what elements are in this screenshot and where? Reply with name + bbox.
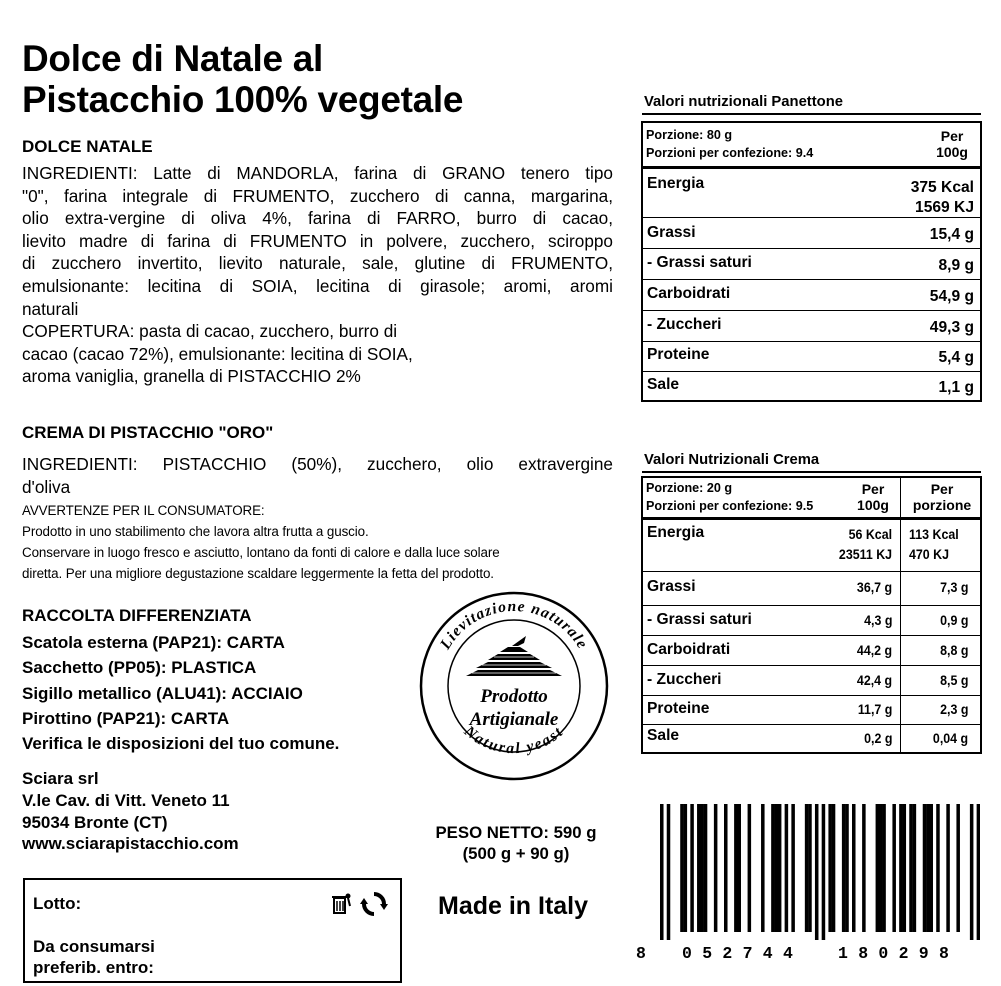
best-before — [33, 936, 155, 978]
barcode-guard-bar — [660, 804, 664, 940]
panettone-porzioni-conf: Porzioni per confezione: 9.4 — [646, 146, 814, 160]
barcode-bar — [845, 804, 849, 932]
raccolta-list — [22, 630, 339, 756]
product-title-line-1: Dolce di Natale al — [22, 38, 323, 79]
crema-porzioni-conf: Porzioni per confezione: 9.5 — [646, 499, 814, 513]
dolce-natale-heading: DOLCE NATALE — [22, 137, 153, 156]
raccolta-item: Scatola esterna (PAP21): CARTA — [22, 633, 285, 652]
nutrient-label: Energia — [647, 175, 705, 192]
barcode-bar — [923, 804, 927, 932]
value-per-100g: 36,7 g — [856, 580, 892, 595]
crema-row-sale — [643, 725, 980, 752]
barcode-bar — [828, 804, 832, 932]
raccolta-item: Pirottino (PAP21): CARTA — [22, 708, 230, 728]
per-label: Per — [861, 481, 885, 497]
value-per-portion: 0,04 g — [932, 731, 968, 746]
barcode-bar — [862, 804, 866, 932]
panettone-table-title: Valori nutrizionali Panettone — [644, 94, 843, 110]
nutrient-row-grassi-saturi — [643, 249, 980, 280]
nutrient-row-proteine — [643, 342, 980, 372]
stamp-line-1: Prodotto — [480, 686, 548, 707]
consumer-warnings — [22, 500, 622, 584]
dough-stack-icon — [466, 636, 562, 676]
barcode-bar — [876, 804, 880, 932]
crema-nutrition-table — [641, 476, 982, 754]
raccolta-item: Sacchetto (PP05): PLASTICA — [22, 658, 257, 678]
raccolta-item: Verifica le disposizioni del tuo comune. — [22, 734, 340, 754]
company-address — [22, 768, 239, 855]
nutrient-label: - Zuccheri — [647, 316, 722, 333]
barcode-bar — [882, 804, 886, 932]
barcode-bar — [832, 804, 836, 932]
net-weight-line-2: (500 g + 90 g) — [462, 844, 570, 863]
crema-row-proteine — [643, 696, 980, 725]
barcode — [660, 804, 980, 940]
nutrient-value: 49,3 g — [929, 319, 974, 336]
barcode-bar — [700, 804, 704, 932]
barcode-group-1: 052744 — [682, 944, 804, 963]
barcode-bar — [734, 804, 738, 932]
crema-row-zuccheri — [643, 666, 980, 696]
ingredients-line: "0", farina integrale di FRUMENTO, zucchero di canna, margarina, — [22, 185, 613, 206]
value-per-100g: 11,7 g — [857, 702, 892, 717]
nutrient-label: Grassi — [647, 224, 696, 241]
crema-row-grassi-saturi — [643, 606, 980, 636]
barcode-bar — [775, 804, 779, 932]
value-per-100g: 44,2 g — [856, 643, 892, 658]
energy-kj: 23511 KJ — [838, 547, 892, 562]
per-label: Per — [930, 481, 954, 497]
raccolta-heading: RACCOLTA DIFFERENZIATA — [22, 606, 252, 625]
barcode-bar — [704, 804, 708, 932]
best-before-line-1: Da consumarsi — [33, 937, 155, 956]
crema-header-row — [643, 478, 980, 520]
barcode-bar — [714, 804, 718, 932]
copertura-line: cacao (cacao 72%), emulsionante: lecitina di SOIA, — [22, 343, 413, 364]
energy-kcal: 56 Kcal — [848, 527, 892, 542]
barcode-guard-bar — [970, 804, 974, 940]
nutrient-row-grassi — [643, 218, 980, 249]
barcode-bar — [791, 804, 795, 932]
barcode-bar — [926, 804, 930, 932]
barcode-bar — [690, 804, 694, 932]
barcode-bar — [929, 804, 933, 932]
crema-ingredients-line: INGREDIENTI: PISTACCHIO (50%), zucchero, olio extravergine — [22, 454, 613, 474]
recycle-arrows-icon — [360, 890, 388, 918]
panettone-title-rule — [642, 113, 981, 115]
value-per-portion: 8,5 g — [939, 673, 968, 688]
barcode-bar — [936, 804, 940, 932]
best-before-line-2: preferib. entro: — [33, 958, 154, 977]
value-per-100g — [839, 525, 892, 565]
barcode-guard-bar — [667, 804, 671, 940]
barcode-bar — [892, 804, 896, 932]
value-per-100g: 4,3 g — [863, 613, 892, 628]
value-per-100g: 42,4 g — [856, 673, 892, 688]
barcode-bar — [785, 804, 789, 932]
nutrient-label: - Grassi saturi — [647, 254, 752, 271]
crema-table-title: Valori Nutrizionali Crema — [644, 452, 820, 468]
company-city: 95034 Bronte (CT) — [22, 812, 168, 832]
barcode-bar — [879, 804, 883, 932]
energy-kcal: 113 Kcal — [909, 527, 959, 542]
company-website: www.sciarapistacchio.com — [22, 834, 239, 854]
crema-porzione: Porzione: 20 g — [646, 481, 733, 495]
nutrient-row-carboidrati — [643, 280, 980, 311]
raccolta-item: Sigillo metallico (ALU41): ACCIAIO — [22, 683, 303, 703]
nutrient-value: 5,4 g — [938, 349, 974, 366]
stamp-line-2: Artigianale — [469, 709, 559, 730]
crema-ingredients — [22, 453, 613, 498]
nutrient-row-zuccheri — [643, 311, 980, 342]
lotto-label: Lotto: — [33, 894, 82, 913]
bin-recycle-icon — [330, 892, 352, 916]
panettone-per-100g — [936, 128, 968, 160]
nutrient-label: Sale — [647, 376, 680, 393]
barcode-guard-bar — [815, 804, 819, 940]
lotto-box — [23, 878, 402, 983]
barcode-bar — [737, 804, 741, 932]
nutrient-label: Proteine — [647, 346, 710, 363]
net-weight-line-1: PESO NETTO: 590 g — [435, 823, 597, 842]
energy-kcal: 375 Kcal — [910, 179, 974, 196]
barcode-bar — [956, 804, 960, 932]
product-title — [22, 38, 622, 120]
energy-kj: 470 KJ — [909, 547, 950, 562]
barcode-bar — [724, 804, 728, 932]
panettone-nutrition-table — [641, 121, 982, 402]
per-unit: porzione — [912, 497, 972, 513]
value-per-portion: 2,3 g — [939, 702, 968, 717]
nutrient-row-energia — [643, 169, 980, 218]
barcode-guard-bar — [977, 804, 980, 940]
barcode-bar — [805, 804, 809, 932]
ingredients-line: di zucchero invertito, lievito naturale, sale, glutine di FRUMENTO, — [22, 253, 613, 274]
value-per-portion: 7,3 g — [939, 580, 968, 595]
value-per-100g: 0,2 g — [863, 731, 892, 746]
crema-row-carboidrati — [643, 636, 980, 666]
made-in-italy: Made in Italy — [438, 892, 589, 920]
barcode-bar — [899, 804, 903, 932]
nutrient-value: 1,1 g — [938, 379, 974, 396]
nutrient-label: Sale — [647, 727, 680, 744]
panettone-porzione: Porzione: 80 g — [646, 128, 733, 142]
ingredients-line: olio extra-vergine di oliva 4%, farina di FARRO, burro di cacao, — [22, 208, 613, 229]
barcode-bar — [680, 804, 684, 932]
nutrient-label: Energia — [647, 524, 705, 541]
crema-per-100g — [851, 481, 895, 513]
barcode-bar — [913, 804, 917, 932]
barcode-bar — [778, 804, 782, 932]
barcode-bar — [684, 804, 688, 932]
value-per-portion — [909, 525, 959, 565]
warning-line: Conservare in luogo fresco e asciutto, lontano da fonti di calore e dalla luce solare — [22, 545, 500, 560]
barcode-bar — [852, 804, 856, 932]
nutrient-value: 15,4 g — [929, 226, 974, 243]
nutrient-label: Carboidrati — [647, 641, 731, 658]
crema-per-porzione — [905, 481, 979, 513]
stamp-top-arc: Lievitazione naturale — [436, 597, 592, 653]
ingredients-line: lievito madre di farina di FRUMENTO in polvere, zucchero, sciroppo — [22, 230, 613, 251]
crema-ingredients-line: d'oliva — [22, 476, 71, 497]
barcode-bar — [697, 804, 701, 932]
barcode-bar — [946, 804, 950, 932]
stamp-bottom-arc: Natural yeast — [460, 722, 568, 758]
nutrient-value: 54,9 g — [929, 288, 974, 305]
energy-kj: 1569 KJ — [915, 199, 974, 216]
value-per-portion: 0,9 g — [939, 613, 968, 628]
barcode-bar — [903, 804, 907, 932]
per-unit: 100g — [936, 144, 968, 160]
barcode-bar — [808, 804, 812, 932]
nutrient-value: 8,9 g — [938, 257, 974, 274]
warning-line: Prodotto in uno stabilimento che lavora altra frutta a guscio. — [22, 524, 369, 539]
value-per-portion: 8,8 g — [939, 643, 968, 658]
barcode-bar — [771, 804, 775, 932]
nutrient-row-sale — [643, 372, 980, 400]
crema-row-grassi — [643, 572, 980, 606]
copertura-line: COPERTURA: pasta di cacao, zucchero, burro di — [22, 321, 398, 342]
per-label: Per — [940, 128, 964, 144]
barcode-bar — [909, 804, 913, 932]
nutrient-label: Proteine — [647, 700, 710, 717]
crema-title-rule — [642, 471, 981, 473]
nutrient-label: Carboidrati — [647, 285, 731, 302]
crema-row-energia — [643, 520, 980, 572]
barcode-bar — [842, 804, 846, 932]
nutrient-label: - Grassi saturi — [647, 611, 752, 628]
product-title-line-2: Pistacchio 100% vegetale — [22, 79, 464, 120]
barcode-group-2: 180298 — [838, 944, 960, 963]
copertura-line: aroma vaniglia, granella di PISTACCHIO 2% — [22, 366, 361, 387]
per-unit: 100g — [857, 497, 889, 513]
barcode-bar — [761, 804, 765, 932]
nutrient-label: - Zuccheri — [647, 671, 722, 688]
dolce-natale-ingredients — [22, 162, 613, 388]
ingredients-line: naturali — [22, 298, 79, 319]
warning-line: diretta. Per una migliore degustazione scaldare leggermente la fetta del prodotto. — [22, 566, 494, 581]
ingredients-line: emulsionante: lecitina di SOIA, lecitina di girasole; aromi, aromi — [22, 275, 613, 296]
warning-line: AVVERTENZE PER IL CONSUMATORE: — [22, 503, 265, 518]
net-weight — [410, 822, 622, 864]
artisan-stamp — [414, 586, 614, 786]
company-street: V.le Cav. di Vitt. Veneto 11 — [22, 790, 230, 810]
crema-heading: CREMA DI PISTACCHIO "ORO" — [22, 423, 274, 442]
nutrient-value — [911, 178, 974, 218]
barcode-guard-bar — [822, 804, 826, 940]
barcode-first-digit: 8 — [636, 944, 646, 963]
barcode-bar — [748, 804, 752, 932]
panettone-header-row — [643, 123, 980, 169]
ingredients-line: INGREDIENTI: Latte di MANDORLA, farina di GRANO tenero tipo — [22, 163, 613, 183]
company-name: Sciara srl — [22, 769, 99, 788]
nutrient-label: Grassi — [647, 578, 696, 595]
